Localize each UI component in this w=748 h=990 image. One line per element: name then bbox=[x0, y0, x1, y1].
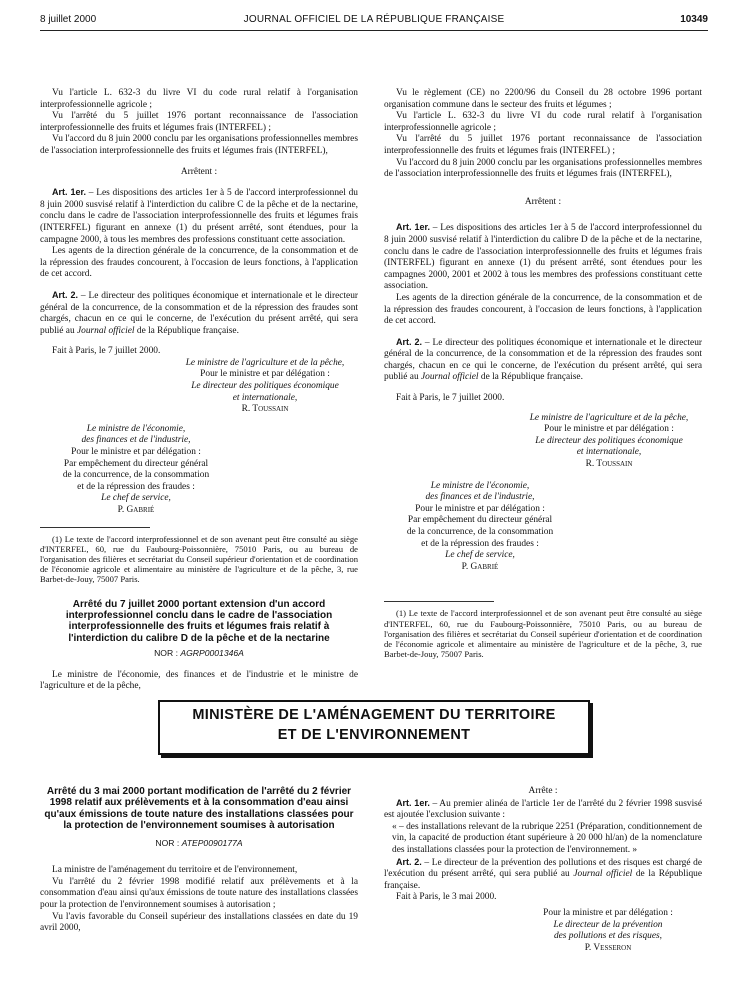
arretent-heading: Arrêtent : bbox=[180, 166, 218, 177]
vu-paragraph: Vu l'arrêté du 5 juillet 1976 portant reconnaissance de l'association interprofessionnelle des fruits et légumes frais (INTERFEL) ; bbox=[384, 134, 702, 156]
article-2: Art. 2. – Le directeur des politiques économique et internationale et le directeur général de la concurrence, de la consommation et de la répression des fraudes sont chargés, chacun en ce qui le concerne, de l'exécution du présent arrêté, qui sera publié au Journal officiel de la République française. bbox=[40, 289, 358, 336]
footnote-rule bbox=[384, 601, 494, 602]
intro-paragraph: Le ministre de l'économie, des finances et de l'industrie et le ministre de l'agriculture et de la pêche, bbox=[40, 669, 358, 692]
article-2: Art. 2. – Le directeur des politiques économique et internationale et le directeur général de la concurrence, de la consommation et de la répression des fraudes sont chargés, chacun en ce qui le concerne, de l'exécution du présent arrêté, qui sera publié au Journal officiel de la République française. bbox=[384, 336, 702, 383]
decree-title: Arrêté du 3 mai 2000 portant modification de l'arrêté du 2 février 1998 relatif aux prélèvements et à la consommation d'eau ainsi qu'aux émissions de toute nature des installations classées pour la protection de l'environnement soumises à autorisation bbox=[44, 786, 354, 832]
signature-block: Le ministre de l'économie, des finances et de l'industrie, Pour le ministre et par délégation : Par empêchement du directeur général de la concurrence, de la consommation et de la répression des fraudes : Le chef de service, P. Gabrié bbox=[40, 424, 220, 517]
ministry-line: ET DE L'ENVIRONNEMENT bbox=[277, 727, 471, 743]
page-number: 10349 bbox=[680, 14, 708, 25]
header-date: 8 juillet 2000 bbox=[40, 14, 97, 25]
signature-block: Le ministre de l'agriculture et de la pêche, Pour le ministre et par délégation : Le directeur des politiques économique et internationale, R. Toussain bbox=[160, 358, 358, 416]
article-label: Art. 2. bbox=[52, 289, 79, 300]
agents-paragraph: Les agents de la direction générale de la concurrence, de la consommation et de la répression des fraudes concourent, à l'occasion de leurs fonctions, à l'application de cet accord. bbox=[384, 292, 702, 327]
article-label: Art. 1er. bbox=[52, 187, 86, 198]
journal-title: JOURNAL OFFICIEL DE LA RÉPUBLIQUE FRANÇAISE bbox=[243, 14, 505, 25]
left-column bbox=[40, 88, 358, 693]
article-1: Art. 1er. – Les dispositions des articles 1er à 5 de l'accord interprofessionnel du 8 juin 2000 susvisé relatif à l'interdiction du calibre C de la pêche et de la nectarine, conclu dans le cadre de l'association interprofessionnelle des fruits et légumes frais (INTERFEL) figurant en annexe (1) du présent arrêté, sont étendues, pour la campagne 2000, à tous les membres des professions constituant cette association. bbox=[40, 187, 358, 245]
vu-paragraph: Vu l'arrêté du 2 février 1998 modifié relatif aux prélèvements et à la consommation d'eau ainsi qu'aux émissions de toute nature des installations classées pour la protection de l'environnement soumises à autorisation ; bbox=[40, 876, 358, 910]
footnote: (1) Le texte de l'accord interprofessionnel et de son avenant peut être consulté au siège d'INTERFEL, 60, rue du Faubourg-Poissonnière, 75010 Paris, ou au bureau de l'organisation des filières et secrétariat du Conseil supérieur d'orientation et de coordination de l'économie agricole et alimentaire au ministère de l'agriculture et de la pêche, 3, rue Barbet-de-Jouy, 75007 Paris. bbox=[384, 608, 702, 660]
nor-reference: NOR : ATEP0090177A bbox=[155, 837, 243, 848]
signatory-name: R. Toussain bbox=[585, 459, 633, 470]
signatory-name: P. Gabrié bbox=[461, 561, 499, 572]
nor-reference: NOR : AGRP0001346A bbox=[154, 648, 244, 659]
bottom-left-column bbox=[40, 786, 358, 935]
header-rule bbox=[40, 30, 708, 31]
article-label: Art. 2. bbox=[396, 336, 423, 347]
signatory-name: P. Vesseron bbox=[584, 942, 632, 953]
article-1: Art. 1er. – Les dispositions des articles 1er à 5 de l'accord interprofessionnel du 8 juin 2000 susvisé relatif à l'interdiction du calibre D de la pêche et de la nectarine, conclu dans le cadre de l'association interprofessionnelle des fruits et légumes frais (INTERFEL) figurant en annexe (1) du présent arrêté, sont étendues pour les campagnes 2000, 2001 et 2002 à tous les membres des professions constituant cette association. bbox=[384, 222, 702, 292]
ministry-banner bbox=[158, 700, 590, 755]
footnote: (1) Le texte de l'accord interprofessionnel et de son avenant peut être consulté au siège d'INTERFEL, 60, rue du Faubourg-Poissonnière, 75010 Paris, ou au bureau de l'organisation des filières et secrétariat du Conseil supérieur d'orientation et de coordination de l'économie agricole et alimentaire au ministère de l'agriculture et de la pêche, 3, rue Barbet-de-Jouy, 75007 Paris. bbox=[40, 533, 358, 585]
ministry-line: MINISTÈRE DE L'AMÉNAGEMENT DU TERRITOIRE bbox=[192, 707, 556, 723]
fait-a-paris: Fait à Paris, le 3 mai 2000. bbox=[396, 892, 497, 903]
signatory-name: P. Gabrié bbox=[117, 505, 155, 515]
article-label: Art. 1er. bbox=[396, 797, 430, 808]
quoted-exclusion: « – des installations relevant de la rubrique 2251 (Préparation, conditionnement de vin, la capacité de production étant supérieure à 20 000 hl/an) de la nomenclature des installations classées pour la protection de l'environnement. » bbox=[392, 821, 702, 855]
bottom-right-column bbox=[384, 786, 702, 954]
signature-block: Pour la ministre et par délégation : Le directeur de la prévention des pollutions et des risques, P. Vesseron bbox=[502, 908, 702, 954]
agents-paragraph: Les agents de la direction générale de la concurrence, de la consommation et de la répression des fraudes concourent, à l'occasion de leurs fonctions, à l'application de cet accord. bbox=[40, 246, 358, 280]
fait-a-paris: Fait à Paris, le 7 juillet 2000. bbox=[396, 393, 505, 404]
vu-paragraph: Vu l'article L. 632-3 du livre VI du code rural relatif à l'organisation interprofessionnelle agricole ; bbox=[40, 88, 358, 110]
article-2: Art. 2. – Le directeur de la prévention des pollutions et des risques est chargé de l'exécution du présent arrêté, qui sera publié au Journal officiel de la République française. bbox=[384, 856, 702, 891]
signature-block: Le ministre de l'économie, des finances et de l'industrie, Pour le ministre et par délégation : Par empêchement du directeur général de la concurrence, de la consommation et de la répression des fraudes : Le chef de service, P. Gabrié bbox=[384, 481, 564, 574]
vu-paragraph: Vu l'article L. 632-3 du livre VI du code rural relatif à l'organisation interprofessionnelle agricole ; bbox=[384, 111, 702, 133]
signatory-name: R. Toussain bbox=[241, 404, 289, 415]
vu-paragraph: Vu l'accord du 8 juin 2000 conclu par les organisations professionnelles membres de l'association interprofessionnelle des fruits et légumes frais (INTERFEL), bbox=[40, 134, 358, 156]
article-1: Art. 1er. – Au premier alinéa de l'article 1er de l'arrêté du 2 février 1998 susvisé est ajoutée l'exclusion suivante : bbox=[384, 797, 702, 821]
vu-paragraph: Vu l'arrêté du 5 juillet 1976 portant reconnaissance de l'association interprofessionnelle des fruits et légumes frais (INTERFEL) ; bbox=[40, 111, 358, 133]
arretent-heading: Arrêtent : bbox=[524, 196, 562, 207]
vu-paragraph: Vu le règlement (CE) no 2200/96 du Conseil du 28 octobre 1996 portant organisation commune dans le secteur des fruits et légumes ; bbox=[384, 88, 702, 110]
intro-paragraph: La ministre de l'aménagement du territoire et de l'environnement, bbox=[52, 865, 298, 876]
signature-block: Le ministre de l'agriculture et de la pêche, Pour le ministre et par délégation : Le directeur des politiques économique et internationale, R. Toussain bbox=[504, 413, 702, 471]
article-label: Art. 2. bbox=[396, 856, 422, 867]
vu-paragraph: Vu l'avis favorable du Conseil supérieur des installations classées en date du 19 avril 2000, bbox=[40, 911, 358, 934]
footnote-rule bbox=[40, 527, 150, 528]
fait-a-paris: Fait à Paris, le 7 juillet 2000. bbox=[52, 346, 161, 357]
vu-paragraph: Vu l'accord du 8 juin 2000 conclu par les organisations professionnelles membres de l'association interprofessionnelle des fruits et légumes frais (INTERFEL), bbox=[384, 157, 702, 180]
arrete-heading: Arrête : bbox=[528, 786, 558, 796]
page-header bbox=[40, 14, 708, 30]
right-column bbox=[384, 88, 702, 659]
decree-title: Arrêté du 7 juillet 2000 portant extension d'un accord interprofessionnel conclu dans le cadre de l'association interprofessionnelle des fruits et légumes frais relatif à l'interdiction du calibre D de la pêche et de la nectarine bbox=[65, 598, 333, 644]
article-label: Art. 1er. bbox=[396, 222, 430, 233]
